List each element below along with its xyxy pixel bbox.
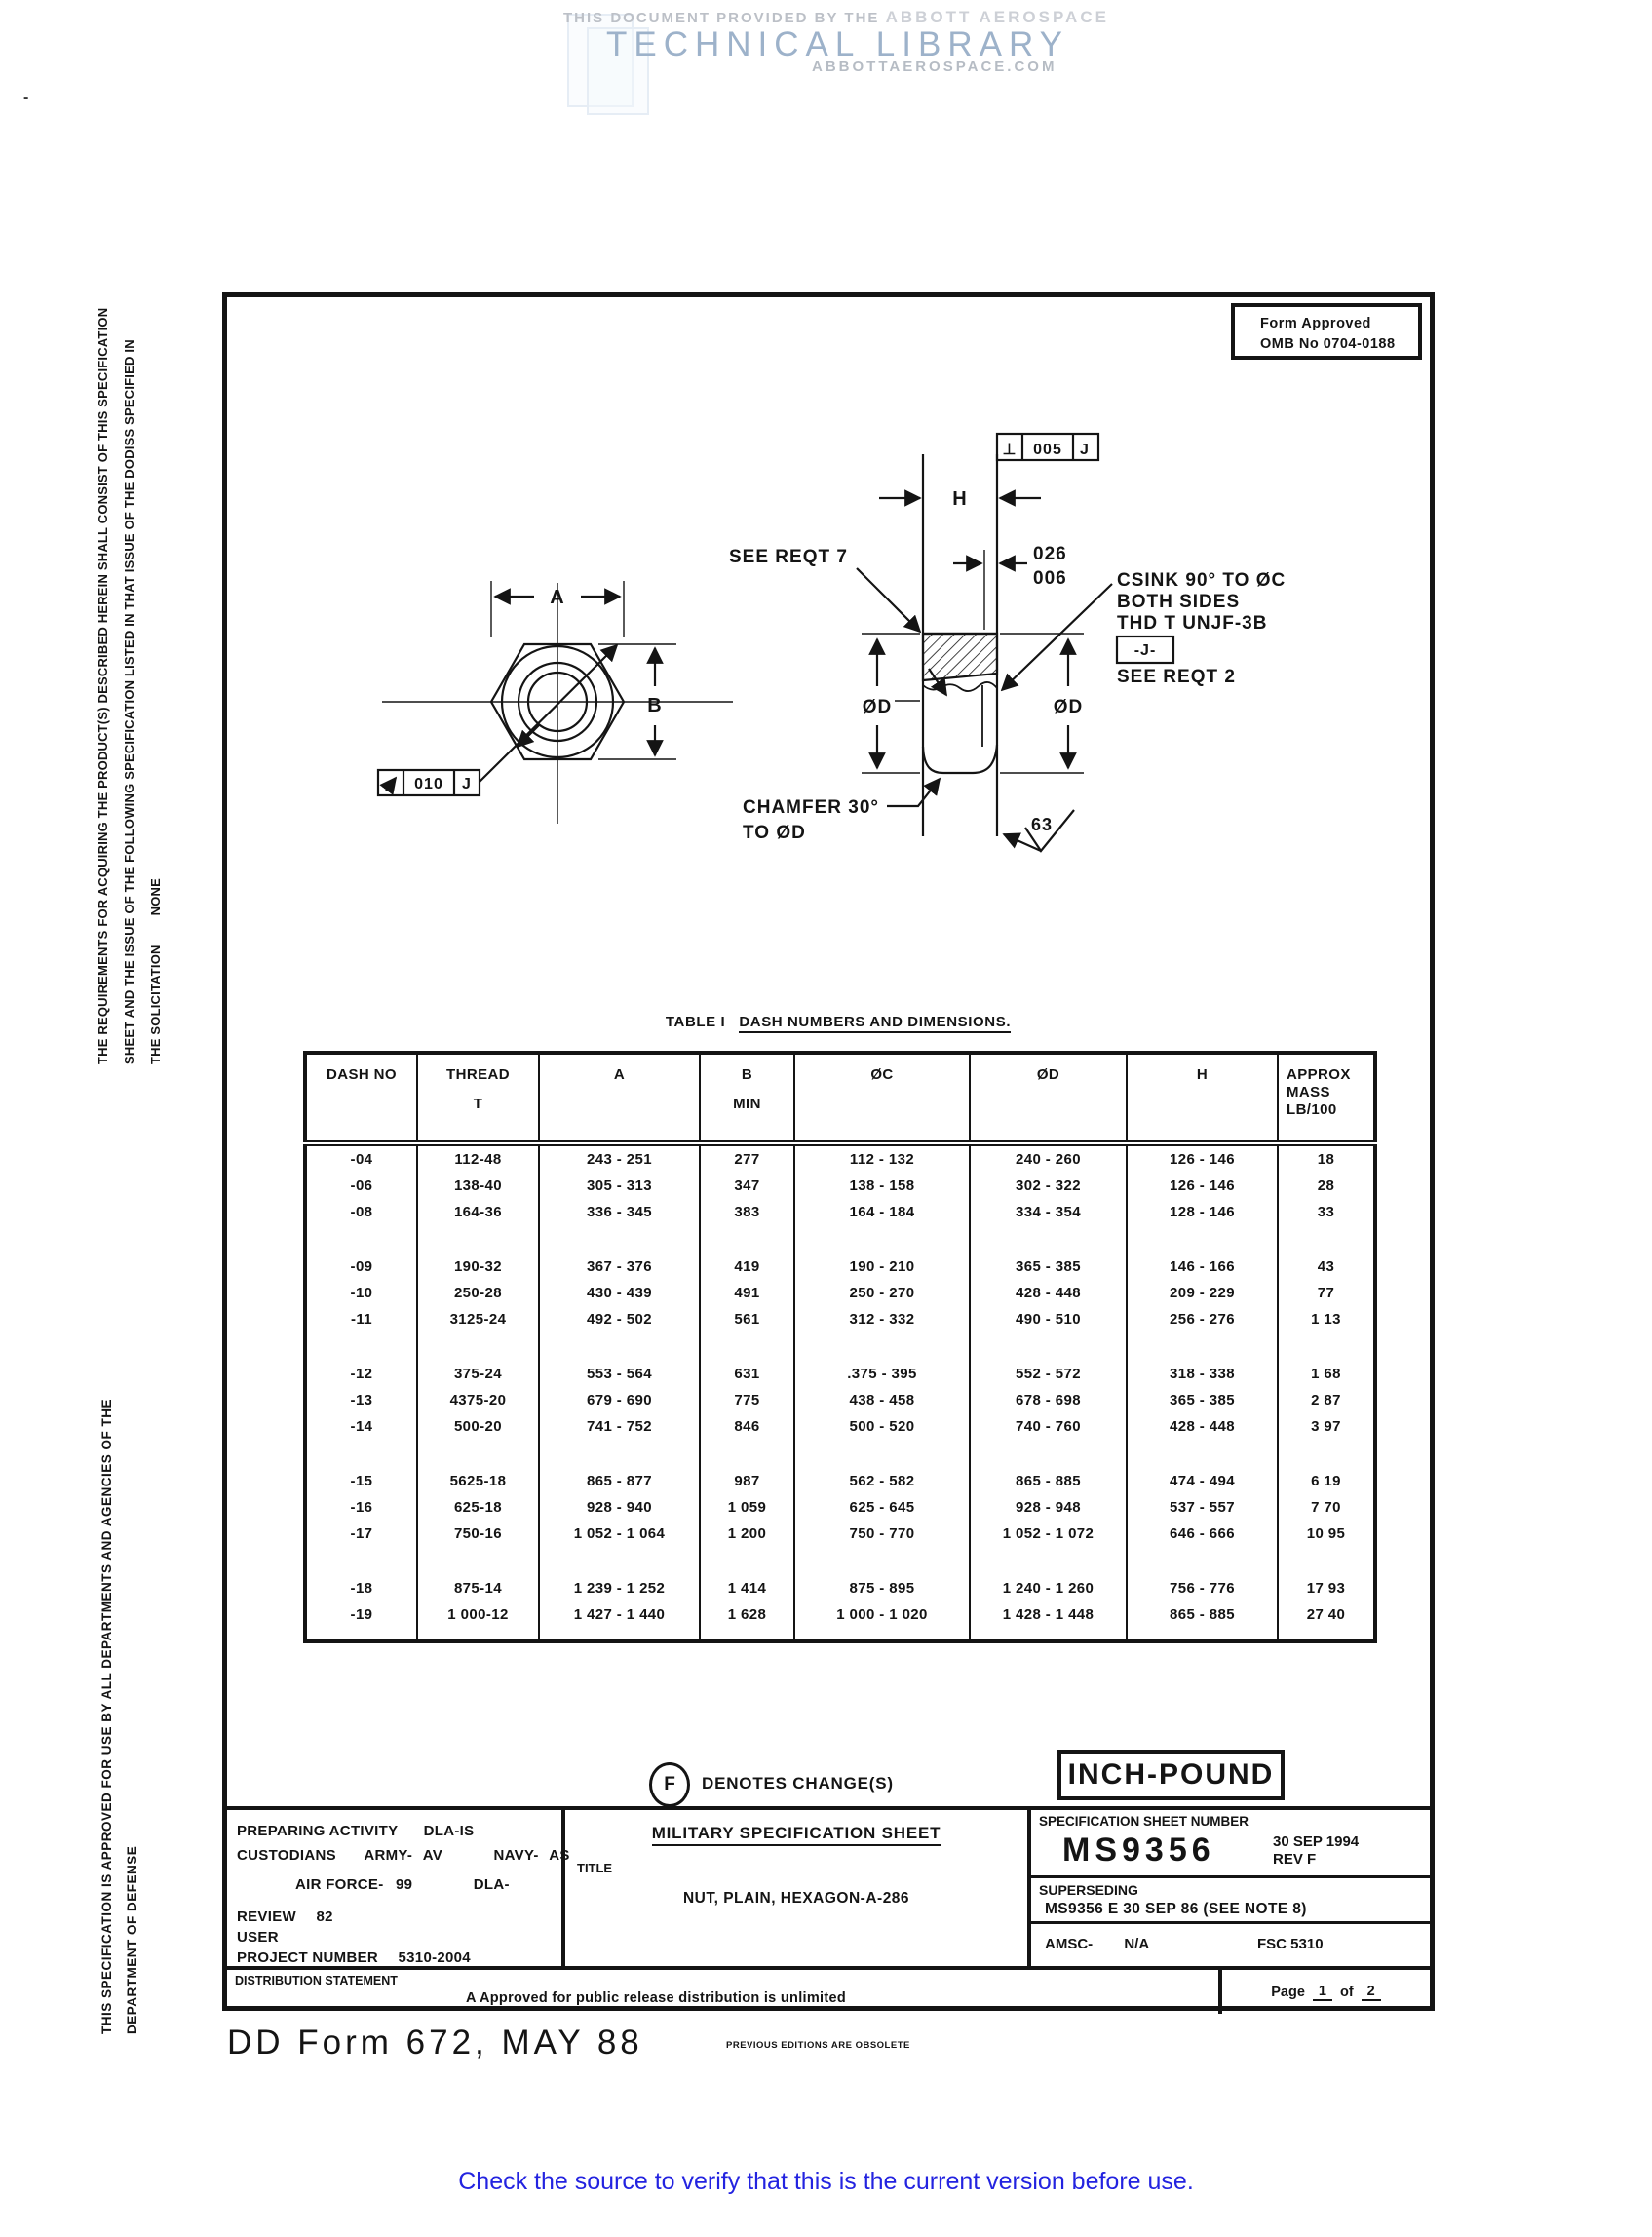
spacer-cell — [417, 1547, 539, 1575]
section-hatch — [923, 634, 997, 680]
table-cell: -04 — [305, 1143, 417, 1173]
table-cell: 928 - 948 — [970, 1494, 1127, 1521]
table-cell: 312 - 332 — [794, 1306, 970, 1332]
project-number-line: PROJECT NUMBER 5310-2004 — [237, 1949, 471, 1966]
preparing-activity-line: PREPARING ACTIVITY DLA-IS — [237, 1823, 475, 1839]
watermark-brand: ABBOTT AEROSPACE — [885, 8, 1109, 26]
distribution-statement: A Approved for public release distribution is unlimited — [465, 1990, 847, 2006]
spacer-cell — [700, 1332, 794, 1361]
table-spacer-row — [305, 1547, 1375, 1575]
table-cell: 1 000 - 1 020 — [794, 1601, 970, 1628]
table-cell: -09 — [305, 1253, 417, 1280]
approval-line-2: DEPARTMENT OF DEFENSE — [125, 1845, 139, 2034]
table-cell: 10 95 — [1278, 1521, 1375, 1547]
spacer-cell — [305, 1547, 417, 1575]
spacer-cell — [794, 1547, 970, 1575]
runout-symbol-icon — [386, 778, 396, 791]
runout-leader — [480, 645, 617, 782]
spacer-cell — [794, 1332, 970, 1361]
table-cell: -11 — [305, 1306, 417, 1332]
table-cell: 428 - 448 — [970, 1280, 1127, 1306]
table-cell: -19 — [305, 1601, 417, 1628]
table-cell: 474 - 494 — [1127, 1468, 1278, 1494]
table-caption — [303, 1014, 1373, 1030]
review-value: 82 — [316, 1909, 333, 1925]
col-header-b: B MIN — [700, 1053, 794, 1143]
table-cell: 2 87 — [1278, 1387, 1375, 1413]
table-row — [305, 1468, 1375, 1494]
csink-note-1: CSINK 90° TO ØC — [1117, 570, 1287, 591]
table-cell: 537 - 557 — [1127, 1494, 1278, 1521]
requirements-line-2: SHEET AND THE ISSUE OF THE FOLLOWING SPECIFICATION LISTED IN THAT ISSUE OF THE DODISS SPECIFIED IN — [122, 339, 136, 1064]
table-cell: 875-14 — [417, 1575, 539, 1601]
air-force-value: 99 — [395, 1876, 413, 1893]
superseding-label: SUPERSEDING — [1039, 1882, 1138, 1898]
preparing-activity-value: DLA-IS — [423, 1823, 475, 1839]
table-cell: 277 — [700, 1143, 794, 1173]
reqt7-leader — [857, 568, 920, 632]
table-cell: 987 — [700, 1468, 794, 1494]
requirements-line-3 — [142, 265, 169, 1064]
table-cell: 625 - 645 — [794, 1494, 970, 1521]
watermark-provided-by — [563, 8, 1109, 27]
air-force-line: AIR FORCE- 99 DLA- — [295, 1876, 510, 1893]
table-cell: 1 428 - 1 448 — [970, 1601, 1127, 1628]
table-cell: 430 - 439 — [539, 1280, 700, 1306]
watermark-provided-by-text: THIS DOCUMENT PROVIDED BY THE — [563, 10, 880, 26]
spec-rev: REV F — [1273, 1851, 1317, 1868]
spacer-cell — [305, 1332, 417, 1361]
table-cell: 750-16 — [417, 1521, 539, 1547]
table-cell: 367 - 376 — [539, 1253, 700, 1280]
table-cell: 43 — [1278, 1253, 1375, 1280]
table-cell: 18 — [1278, 1143, 1375, 1173]
table-cell: 6 19 — [1278, 1468, 1375, 1494]
spacer-cell — [417, 1225, 539, 1253]
table-cell: -17 — [305, 1521, 417, 1547]
csink-note-2: BOTH SIDES — [1117, 592, 1241, 612]
runout-value: 010 — [414, 776, 443, 792]
table-cell: 1 052 - 1 064 — [539, 1521, 700, 1547]
table-cell: 77 — [1278, 1280, 1375, 1306]
dia-d-left-label: ØD — [862, 697, 893, 717]
table-cell: 561 — [700, 1306, 794, 1332]
table-cell: 1 240 - 1 260 — [970, 1575, 1127, 1601]
table-cell: 112-48 — [417, 1143, 539, 1173]
table-cell: 1 13 — [1278, 1306, 1375, 1332]
table-cell: 33 — [1278, 1199, 1375, 1225]
thread-break-line — [923, 682, 997, 691]
table-footer-pad — [305, 1628, 1375, 1641]
amsc-fsc-cell — [1031, 1924, 1430, 1966]
page-number: 1 — [1313, 1984, 1332, 2001]
table-cell: 240 - 260 — [970, 1143, 1127, 1173]
change-flag-letter: F — [664, 1774, 675, 1794]
perpendicularity-symbol-icon: ⊥ — [1002, 442, 1018, 458]
table-cell: 27 40 — [1278, 1601, 1375, 1628]
spacer-cell — [539, 1440, 700, 1468]
table-cell: 552 - 572 — [970, 1361, 1127, 1387]
table-cell: 625-18 — [417, 1494, 539, 1521]
requirements-line-1: THE REQUIREMENTS FOR ACQUIRING THE PRODUCT(S) DESCRIBED HEREIN SHALL CONSIST OF THIS SPECIFICATION — [96, 307, 110, 1064]
table-cell: 190 - 210 — [794, 1253, 970, 1280]
spacer-cell — [794, 1440, 970, 1468]
table-cell: 347 — [700, 1173, 794, 1199]
see-reqt2-label: SEE REQT 2 — [1117, 667, 1236, 687]
table-cell: 334 - 354 — [970, 1199, 1127, 1225]
table-cell: 741 - 752 — [539, 1413, 700, 1440]
table-cell: 1 059 — [700, 1494, 794, 1521]
side-note-requirements — [90, 265, 169, 1064]
dim-h-label: H — [952, 488, 968, 510]
table-cell: -10 — [305, 1280, 417, 1306]
csink-leader — [1002, 584, 1112, 690]
col-header-mass: APPROX MASS LB/100 — [1278, 1053, 1375, 1143]
table-cell: 678 - 698 — [970, 1387, 1127, 1413]
table-row — [305, 1413, 1375, 1440]
datum-j-label: -J- — [1133, 642, 1157, 659]
watermark-site: ABBOTTAEROSPACE.COM — [812, 58, 1057, 75]
table-spacer-row — [305, 1225, 1375, 1253]
table-cell: 438 - 458 — [794, 1387, 970, 1413]
spacer-cell — [700, 1440, 794, 1468]
table-cell: 846 — [700, 1413, 794, 1440]
sheet-type-heading: MILITARY SPECIFICATION SHEET — [565, 1824, 1027, 1843]
spec-date-rev — [1273, 1833, 1359, 1869]
table-cell: 1 414 — [700, 1575, 794, 1601]
custodians-line: CUSTODIANS ARMY- AV NAVY- AS — [237, 1847, 570, 1864]
review-line: REVIEW 82 — [237, 1909, 333, 1925]
table-cell: 3 97 — [1278, 1413, 1375, 1440]
solicitation-label: THE SOLICITATION — [148, 945, 163, 1064]
distribution-label: DISTRIBUTION STATEMENT — [235, 1974, 398, 1987]
table-cell: 383 — [700, 1199, 794, 1225]
table-cell: 865 - 877 — [539, 1468, 700, 1494]
table-cell: 365 - 385 — [1127, 1387, 1278, 1413]
table-header — [305, 1053, 1375, 1143]
table-cell: 146 - 166 — [1127, 1253, 1278, 1280]
spacer-cell — [417, 1332, 539, 1361]
table-cell: 250 - 270 — [794, 1280, 970, 1306]
table-row — [305, 1521, 1375, 1547]
nut-drawing — [292, 361, 1423, 1004]
spacer-cell — [970, 1440, 1127, 1468]
table-cell: 740 - 760 — [970, 1413, 1127, 1440]
table-cell: 302 - 322 — [970, 1173, 1127, 1199]
table-cell: 126 - 146 — [1127, 1173, 1278, 1199]
table-cell: 775 — [700, 1387, 794, 1413]
table-row — [305, 1199, 1375, 1225]
amsc-value: N/A — [1124, 1936, 1150, 1952]
table-cell: 209 - 229 — [1127, 1280, 1278, 1306]
table-cell: 243 - 251 — [539, 1143, 700, 1173]
omb-number: OMB No 0704-0188 — [1260, 336, 1396, 352]
table-spacer-row — [305, 1332, 1375, 1361]
title-block — [227, 1806, 1430, 2006]
perpendicularity-datum: J — [1080, 442, 1090, 458]
table-cell: 928 - 940 — [539, 1494, 700, 1521]
table-caption-prefix: TABLE I — [665, 1014, 726, 1030]
table-cell: 562 - 582 — [794, 1468, 970, 1494]
table-cell: 646 - 666 — [1127, 1521, 1278, 1547]
table-cell: -13 — [305, 1387, 417, 1413]
spacer-cell — [970, 1332, 1127, 1361]
table-cell: 375-24 — [417, 1361, 539, 1387]
part-title: NUT, PLAIN, HEXAGON-A-286 — [682, 1890, 910, 1907]
table-cell: -18 — [305, 1575, 417, 1601]
inch-pound-badge: INCH-POUND — [1057, 1750, 1285, 1800]
form-approved-label: Form Approved — [1260, 316, 1371, 331]
spacer-cell — [1278, 1332, 1375, 1361]
table-cell: 365 - 385 — [970, 1253, 1127, 1280]
table-caption-title: DASH NUMBERS AND DIMENSIONS. — [739, 1014, 1011, 1033]
dim-a-label: A — [550, 587, 565, 608]
table-cell: -14 — [305, 1413, 417, 1440]
table-cell: 428 - 448 — [1127, 1413, 1278, 1440]
stack-lower-label: 006 — [1033, 568, 1067, 589]
table-cell: 28 — [1278, 1173, 1375, 1199]
table-cell: 126 - 146 — [1127, 1143, 1278, 1173]
table-cell: 250-28 — [417, 1280, 539, 1306]
navy-value: AS — [549, 1847, 570, 1864]
table-cell: 1 000-12 — [417, 1601, 539, 1628]
army-value: AV — [422, 1847, 443, 1864]
table-cell: 318 - 338 — [1127, 1361, 1278, 1387]
table-cell: 4375-20 — [417, 1387, 539, 1413]
fsc-value: FSC 5310 — [1257, 1936, 1324, 1952]
table-cell: 112 - 132 — [794, 1143, 970, 1173]
table-cell: 3125-24 — [417, 1306, 539, 1332]
dimensions-table — [303, 1051, 1377, 1643]
dd-form-id: DD Form 672, MAY 88 — [227, 2024, 643, 2062]
source-warning: Check the source to verify that this is the current version before use. — [458, 2168, 1194, 2195]
table-cell: 1 427 - 1 440 — [539, 1601, 700, 1628]
table-cell: 1 628 — [700, 1601, 794, 1628]
superseding-cell — [1031, 1878, 1430, 1924]
spacer-cell — [700, 1547, 794, 1575]
spacer-cell — [305, 1440, 417, 1468]
table-row — [305, 1280, 1375, 1306]
dia-d-right-label: ØD — [1053, 697, 1084, 717]
title-label: TITLE — [577, 1861, 613, 1875]
chamfer-leader — [887, 779, 940, 806]
watermark-library: TECHNICAL LIBRARY — [606, 25, 1069, 63]
table-cell: 1 239 - 1 252 — [539, 1575, 700, 1601]
table-cell: -15 — [305, 1468, 417, 1494]
solicitation-value: NONE — [148, 878, 163, 916]
spec-number-label: SPECIFICATION SHEET NUMBER — [1039, 1814, 1249, 1829]
table-cell: 631 — [700, 1361, 794, 1387]
distribution-row — [227, 1966, 1430, 2010]
project-number-value: 5310-2004 — [398, 1949, 471, 1966]
table-cell: 7 70 — [1278, 1494, 1375, 1521]
table-row — [305, 1253, 1375, 1280]
col-header-dia-d: ØD — [970, 1053, 1127, 1143]
obsolete-note: PREVIOUS EDITIONS ARE OBSOLETE — [726, 2040, 910, 2051]
finish-value: 63 — [1031, 815, 1054, 834]
spec-date: 30 SEP 1994 — [1273, 1833, 1360, 1850]
col-header-dash-no: DASH NO — [305, 1053, 417, 1143]
stack-upper-label: 026 — [1033, 544, 1067, 564]
spacer-cell — [417, 1440, 539, 1468]
table-cell: 756 - 776 — [1127, 1575, 1278, 1601]
spacer-cell — [1278, 1440, 1375, 1468]
table-row — [305, 1575, 1375, 1601]
table-row — [305, 1361, 1375, 1387]
runout-datum: J — [462, 776, 472, 792]
chamfer-note-2: TO ØD — [743, 823, 806, 843]
table-cell: 750 - 770 — [794, 1521, 970, 1547]
table-cell: 5625-18 — [417, 1468, 539, 1494]
spacer-cell — [794, 1225, 970, 1253]
table-cell: 17 93 — [1278, 1575, 1375, 1601]
table-cell: 490 - 510 — [970, 1306, 1127, 1332]
table-cell: 1 200 — [700, 1521, 794, 1547]
spacer-cell — [1127, 1440, 1278, 1468]
spec-number-value: MS9356 — [1062, 1832, 1215, 1869]
table-cell: 164-36 — [417, 1199, 539, 1225]
dim-b-label: B — [647, 695, 663, 716]
page-total: 2 — [1362, 1984, 1381, 2001]
spacer-cell — [1127, 1547, 1278, 1575]
spacer-cell — [1127, 1225, 1278, 1253]
spacer-cell — [1278, 1547, 1375, 1575]
section-view — [857, 434, 1173, 851]
amsc-line: AMSC- N/A — [1045, 1936, 1150, 1952]
superseding-value: MS9356 E 30 SEP 86 (SEE NOTE 8) — [1045, 1901, 1307, 1917]
table-spacer-row — [305, 1440, 1375, 1468]
table-row — [305, 1387, 1375, 1413]
title-block-right — [1031, 1810, 1430, 1966]
spec-number-cell — [1031, 1810, 1430, 1878]
spacer-cell — [539, 1225, 700, 1253]
title-block-left — [227, 1810, 570, 1966]
perpendicularity-value: 005 — [1033, 442, 1062, 458]
side-note-approval — [95, 1337, 145, 2034]
dimensions-table-body — [305, 1143, 1375, 1628]
drawing-text — [414, 442, 1286, 843]
table-cell: 865 - 885 — [970, 1468, 1127, 1494]
title-block-middle — [565, 1810, 1031, 1966]
change-note-text: DENOTES CHANGE(S) — [702, 1774, 894, 1793]
user-line: USER — [237, 1929, 279, 1946]
spacer-cell — [305, 1225, 417, 1253]
table-cell: 1 68 — [1278, 1361, 1375, 1387]
omb-approval-box — [1231, 303, 1422, 360]
table-cell: -12 — [305, 1361, 417, 1387]
table-row — [305, 1143, 1375, 1173]
spacer-cell — [539, 1547, 700, 1575]
table-cell: 164 - 184 — [794, 1199, 970, 1225]
see-reqt7-label: SEE REQT 7 — [729, 547, 848, 567]
table-cell: 500 - 520 — [794, 1413, 970, 1440]
stray-mark: - — [23, 90, 29, 106]
bottom-chamfer — [923, 745, 997, 773]
table-cell: 492 - 502 — [539, 1306, 700, 1332]
table-cell: 1 052 - 1 072 — [970, 1521, 1127, 1547]
approval-line-1: THIS SPECIFICATION IS APPROVED FOR USE BY ALL DEPARTMENTS AND AGENCIES OF THE — [99, 1398, 114, 2034]
table-cell: 865 - 885 — [1127, 1601, 1278, 1628]
table-row — [305, 1601, 1375, 1628]
table-cell: 419 — [700, 1253, 794, 1280]
csink-note-3: THD T UNJF-3B — [1117, 613, 1268, 634]
table-cell: 256 - 276 — [1127, 1306, 1278, 1332]
table-cell: 138-40 — [417, 1173, 539, 1199]
table-cell: -08 — [305, 1199, 417, 1225]
spacer-cell — [539, 1332, 700, 1361]
table-cell: -06 — [305, 1173, 417, 1199]
table-cell: .375 - 395 — [794, 1361, 970, 1387]
page-indicator: Page 1 of 2 — [1218, 1970, 1430, 2014]
col-header-h: H — [1127, 1053, 1278, 1143]
table-cell: 491 — [700, 1280, 794, 1306]
table-cell: 553 - 564 — [539, 1361, 700, 1387]
table-cell: -16 — [305, 1494, 417, 1521]
spacer-cell — [1278, 1225, 1375, 1253]
change-flag-circle — [649, 1762, 690, 1807]
table-cell: 138 - 158 — [794, 1173, 970, 1199]
table-row — [305, 1173, 1375, 1199]
table-row — [305, 1306, 1375, 1332]
col-header-dia-c: ØC — [794, 1053, 970, 1143]
table-cell: 128 - 146 — [1127, 1199, 1278, 1225]
table-row — [305, 1494, 1375, 1521]
table-cell: 190-32 — [417, 1253, 539, 1280]
table-cell: 305 - 313 — [539, 1173, 700, 1199]
table-cell: 336 - 345 — [539, 1199, 700, 1225]
table-cell: 875 - 895 — [794, 1575, 970, 1601]
col-header-thread: THREAD T — [417, 1053, 539, 1143]
chamfer-note-1: CHAMFER 30° — [743, 797, 880, 818]
col-header-a: A — [539, 1053, 700, 1143]
spacer-cell — [970, 1547, 1127, 1575]
table-cell: 500-20 — [417, 1413, 539, 1440]
spacer-cell — [970, 1225, 1127, 1253]
spacer-cell — [1127, 1332, 1278, 1361]
spacer-cell — [700, 1225, 794, 1253]
table-cell: 679 - 690 — [539, 1387, 700, 1413]
